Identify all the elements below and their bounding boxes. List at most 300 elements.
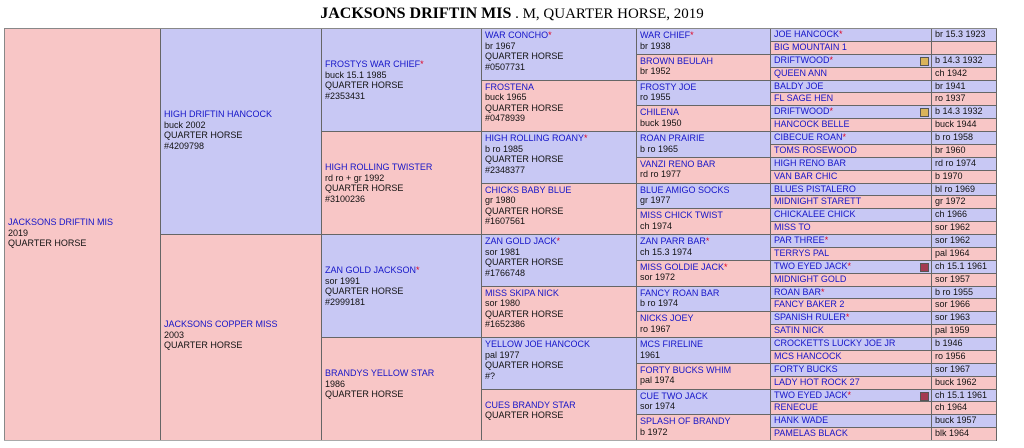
gen5-info: pal 1959	[935, 325, 970, 336]
gen4-name-link-wrap	[640, 30, 767, 41]
gen3-reg: #?	[485, 370, 496, 381]
gen3-reg: #1766748	[485, 267, 526, 278]
gen4-info: ro 1967	[640, 323, 671, 334]
star-marker: *	[847, 389, 852, 400]
gen1-info: 2003	[164, 329, 185, 340]
inbreeding-marker-tan	[920, 108, 929, 117]
gen5-info-cell	[932, 42, 997, 55]
gen4-cell	[637, 312, 771, 338]
gen5-name-link[interactable]: BIG MOUNTAIN 1	[774, 41, 847, 52]
gen5-info: b ro 1958	[935, 132, 974, 142]
star-marker: *	[690, 30, 694, 40]
title-horse-name: JACKSONS DRIFTIN MIS	[320, 5, 512, 22]
gen3-breed: QUARTER HORSE	[485, 257, 564, 267]
gen5-info: buck 1944	[935, 119, 977, 130]
gen5-info-cell	[932, 222, 997, 235]
gen5-name-link[interactable]: DRIFTWOOD	[774, 106, 830, 117]
gen5-info: ro 1956	[935, 350, 966, 361]
gen5-info: ch 1966	[935, 209, 968, 220]
gen4-name-link-wrap	[640, 56, 767, 67]
gen4-info: br 1952	[640, 66, 671, 77]
gen2-reg: #2353431	[325, 90, 366, 101]
gen2-info: buck 15.1 1985	[325, 69, 387, 80]
gen5-cell	[771, 42, 932, 55]
gen5-name-link[interactable]: HIGH RENO BAR	[774, 157, 847, 168]
gen4-cell	[637, 338, 771, 364]
inbreeding-marker-tan	[920, 57, 929, 66]
gen1-info: buck 2002	[164, 119, 206, 130]
gen1-name-link-wrap	[164, 109, 318, 120]
gen5-info-cell	[932, 68, 997, 81]
star-marker: *	[420, 59, 424, 69]
gen5-info: b ro 1955	[935, 286, 974, 297]
gen2-name-link-wrap	[325, 368, 478, 379]
gen5-name-link[interactable]: VAN BAR CHIC	[774, 170, 838, 181]
gen5-name-link[interactable]: BLUES PISTALERO	[774, 183, 856, 194]
gen4-name-link[interactable]: VANZI RENO BAR	[640, 158, 716, 169]
gen3-breed: QUARTER HORSE	[485, 102, 564, 113]
gen1-name-link[interactable]: HIGH DRIFTIN HANCOCK	[164, 109, 272, 119]
gen1-cell	[161, 235, 322, 441]
gen5-name-link[interactable]: DRIFTWOOD	[774, 54, 830, 65]
gen5-cell	[771, 55, 932, 68]
gen4-name-link[interactable]: BROWN BEULAH	[640, 55, 714, 66]
gen3-breed: QUARTER HORSE	[485, 51, 564, 61]
gen5-info-cell	[932, 261, 997, 274]
gen5-name-link-wrap	[774, 158, 928, 169]
gen3-name-link-wrap	[485, 339, 633, 350]
gen5-info: sor 1963	[935, 312, 971, 323]
gen3-name-link[interactable]: WAR CONCHO	[485, 30, 549, 40]
gen4-name-link-wrap	[640, 313, 767, 324]
gen4-name-link[interactable]: WAR CHIEF	[640, 30, 691, 40]
gen3-cell	[482, 338, 637, 390]
gen5-name-link-wrap	[774, 338, 928, 349]
gen2-name-link[interactable]: FROSTYS WAR CHIEF	[325, 59, 421, 69]
gen4-info: b 1972	[640, 426, 668, 437]
gen5-cell	[771, 81, 932, 94]
gen5-name-link[interactable]: SATIN NICK	[774, 325, 824, 336]
gen5-info-cell	[932, 196, 997, 209]
gen5-name-link-wrap	[774, 364, 928, 375]
gen5-name-link-wrap	[774, 119, 928, 130]
gen4-info: b ro 1965	[640, 143, 679, 154]
gen5-info: sor 1967	[935, 363, 971, 374]
gen2-name-link[interactable]: HIGH ROLLING TWISTER	[325, 162, 433, 172]
star-marker: *	[416, 265, 420, 275]
gen5-info-cell	[932, 415, 997, 428]
subject-cell	[5, 29, 161, 441]
gen5-name-link-wrap	[774, 93, 928, 104]
gen1-cell	[161, 29, 322, 235]
gen5-info: ro 1937	[935, 93, 966, 104]
gen5-name-link-wrap	[774, 145, 928, 156]
gen4-name-link[interactable]: MISS CHICK TWIST	[640, 210, 723, 221]
gen2-name-link[interactable]: ZAN GOLD JACKSON	[325, 265, 417, 275]
gen2-name-link-wrap	[325, 265, 478, 276]
gen5-info-cell	[932, 325, 997, 338]
gen5-name-link-wrap	[774, 312, 928, 323]
gen5-name-link[interactable]: BALDY JOE	[774, 80, 824, 91]
gen4-cell	[637, 184, 771, 210]
gen4-info: buck 1950	[640, 117, 682, 128]
gen5-name-link-wrap	[774, 184, 928, 195]
gen1-reg: #4209798	[164, 140, 205, 151]
gen4-cell	[637, 415, 771, 441]
gen3-info: gr 1980	[485, 195, 516, 205]
gen5-cell	[771, 171, 932, 184]
gen3-info: buck 1965	[485, 92, 527, 102]
gen5-cell	[771, 325, 932, 338]
gen4-name-link[interactable]: CUE TWO JACK	[640, 390, 708, 401]
gen3-breed: QUARTER HORSE	[485, 154, 564, 164]
gen4-name-link[interactable]: MISS GOLDIE JACK	[640, 261, 725, 272]
gen4-info: ro 1955	[640, 92, 671, 102]
gen5-cell	[771, 261, 932, 274]
gen5-name-link-wrap	[774, 42, 928, 53]
gen5-info: ch 15.1 1961	[935, 260, 988, 271]
gen4-cell	[637, 287, 771, 313]
gen4-info: 1961	[640, 349, 661, 360]
gen3-name-link-wrap	[485, 236, 633, 247]
gen4-name-link[interactable]: BLUE AMIGO SOCKS	[640, 184, 730, 195]
gen5-name-link[interactable]: MISS TO	[774, 222, 811, 233]
gen5-name-link-wrap	[774, 299, 928, 310]
star-marker: *	[845, 312, 850, 323]
gen3-name-link[interactable]: HIGH ROLLING ROANY	[485, 133, 585, 143]
gen2-cell	[322, 29, 482, 132]
gen5-info-cell	[932, 402, 997, 415]
gen3-name-link-wrap	[485, 82, 633, 93]
gen5-cell	[771, 68, 932, 81]
gen2-breed: QUARTER HORSE	[325, 389, 404, 399]
gen5-name-link-wrap	[774, 428, 928, 439]
gen5-name-link[interactable]: PAMELAS BLACK	[774, 428, 848, 439]
gen3-name-link[interactable]: YELLOW JOE HANCOCK	[485, 339, 591, 349]
gen5-cell	[771, 235, 932, 248]
gen5-info: br 1941	[935, 80, 966, 91]
gen5-name-link[interactable]: JOE HANCOCK	[774, 29, 840, 39]
gen5-name-link-wrap	[774, 81, 928, 92]
gen2-cell	[322, 132, 482, 235]
subject-year: 2019	[8, 227, 29, 238]
gen5-cell	[771, 287, 932, 300]
gen5-name-link[interactable]: QUEEN ANN	[774, 67, 828, 78]
gen3-name-link[interactable]: CHICKS BABY BLUE	[485, 184, 572, 195]
gen5-name-link[interactable]: TWO EYED JACK	[774, 389, 848, 400]
gen5-cell	[771, 390, 932, 403]
gen4-name-link-wrap	[640, 391, 767, 402]
gen2-breed: QUARTER HORSE	[325, 286, 404, 296]
gen5-name-link[interactable]: RENECUE	[774, 402, 819, 413]
gen4-cell	[637, 106, 771, 132]
gen5-name-link[interactable]: TOMS ROSEWOOD	[774, 144, 857, 155]
gen4-info: sor 1974	[640, 401, 676, 411]
gen5-info-cell	[932, 248, 997, 261]
gen5-info: br 15.3 1923	[935, 29, 986, 39]
gen5-name-link[interactable]: SPANISH RULER	[774, 312, 846, 323]
gen5-info-cell	[932, 55, 997, 68]
star-marker: *	[829, 106, 834, 117]
gen2-name-link-wrap	[325, 59, 478, 70]
gen2-info: 1986	[325, 378, 346, 389]
gen3-cell	[482, 287, 637, 339]
gen4-info: sor 1972	[640, 272, 676, 283]
gen5-name-link[interactable]: FL SAGE HEN	[774, 93, 834, 104]
gen5-name-link-wrap	[774, 261, 928, 272]
gen5-name-link[interactable]: CROCKETTS LUCKY JOE JR	[774, 338, 896, 348]
gen5-info: sor 1962	[935, 235, 971, 245]
gen2-cell	[322, 338, 482, 441]
gen3-breed: QUARTER HORSE	[485, 360, 564, 370]
gen3-name-link-wrap	[485, 400, 633, 411]
gen4-name-link-wrap	[640, 159, 767, 170]
gen5-cell	[771, 222, 932, 235]
gen5-name-link[interactable]: TWO EYED JACK	[774, 260, 848, 271]
gen4-info: br 1938	[640, 40, 671, 51]
gen5-info-cell	[932, 377, 997, 390]
gen5-cell	[771, 158, 932, 171]
gen5-name-link[interactable]: MIDNIGHT STARETT	[774, 196, 862, 207]
gen3-name-link-wrap	[485, 288, 633, 299]
gen4-cell	[637, 81, 771, 107]
gen5-name-link[interactable]: HANK WADE	[774, 415, 829, 426]
gen5-name-link-wrap	[774, 390, 928, 401]
gen5-name-link-wrap	[774, 235, 928, 246]
gen5-name-link-wrap	[774, 415, 928, 426]
gen4-cell	[637, 132, 771, 158]
gen4-name-link[interactable]: FANCY ROAN BAR	[640, 287, 720, 298]
gen3-cell	[482, 132, 637, 184]
gen3-cell	[482, 390, 637, 442]
gen3-reg: #1652386	[485, 319, 526, 329]
gen4-name-link[interactable]: ZAN PARR BAR	[640, 236, 706, 246]
gen3-info: sor 1980	[485, 298, 521, 308]
gen5-name-link-wrap	[774, 402, 928, 413]
subject-name-link[interactable]: JACKSONS DRIFTIN MIS	[8, 217, 114, 227]
gen1-name-link-wrap	[164, 319, 318, 330]
gen5-cell	[771, 402, 932, 415]
gen5-info-cell	[932, 29, 997, 42]
gen1-breed: QUARTER HORSE	[164, 340, 243, 350]
gen5-info: buck 1957	[935, 415, 977, 426]
gen3-reg: #0507731	[485, 61, 526, 72]
gen5-info-cell	[932, 351, 997, 364]
gen5-name-link-wrap	[774, 29, 928, 40]
gen4-cell	[637, 235, 771, 261]
gen5-cell	[771, 377, 932, 390]
gen5-info: ch 15.1 1961	[935, 389, 988, 400]
gen4-info: rd ro 1977	[640, 169, 682, 180]
gen5-cell	[771, 248, 932, 261]
gen3-reg: #2348377	[485, 164, 526, 175]
gen5-cell	[771, 209, 932, 222]
gen5-name-link-wrap	[774, 325, 928, 336]
gen5-name-link[interactable]: FORTY BUCKS	[774, 363, 838, 374]
gen2-info: sor 1991	[325, 275, 361, 286]
gen5-name-link-wrap	[774, 209, 928, 220]
gen5-info: sor 1957	[935, 273, 971, 284]
gen3-cell	[482, 184, 637, 236]
gen5-name-link[interactable]: LADY HOT ROCK 27	[774, 376, 860, 387]
gen5-name-link[interactable]: FANCY BAKER 2	[774, 299, 845, 310]
bottom-divider	[4, 440, 996, 441]
gen3-reg: #1607561	[485, 216, 526, 226]
gen2-cell	[322, 235, 482, 338]
gen4-name-link-wrap	[640, 365, 767, 376]
gen3-breed: QUARTER HORSE	[485, 205, 564, 216]
gen2-breed: QUARTER HORSE	[325, 80, 404, 90]
gen4-name-link[interactable]: SPLASH OF BRANDY	[640, 416, 731, 427]
star-marker: *	[829, 54, 834, 65]
gen3-name-link[interactable]: FROSTENA	[485, 81, 535, 92]
gen5-info: gr 1972	[935, 196, 966, 207]
gen5-info-cell	[932, 364, 997, 377]
gen5-cell	[771, 93, 932, 106]
gen5-info: ch 1942	[935, 67, 968, 78]
gen5-cell	[771, 145, 932, 158]
gen5-name-link-wrap	[774, 106, 928, 117]
gen5-name-link[interactable]: MCS HANCOCK	[774, 350, 842, 361]
gen4-name-link-wrap	[640, 236, 767, 247]
gen4-name-link[interactable]: MCS FIRELINE	[640, 339, 704, 349]
gen5-info-cell	[932, 299, 997, 312]
gen1-name-link[interactable]: JACKSONS COPPER MISS	[164, 319, 278, 329]
gen5-cell	[771, 106, 932, 119]
gen5-name-link-wrap	[774, 132, 928, 143]
gen3-info: b ro 1985	[485, 143, 524, 154]
gen4-name-link-wrap	[640, 210, 767, 221]
gen5-cell	[771, 184, 932, 197]
gen3-name-link-wrap	[485, 185, 633, 196]
gen2-name-link[interactable]: BRANDYS YELLOW STAR	[325, 368, 435, 378]
gen4-cell	[637, 158, 771, 184]
gen5-info: ch 1964	[935, 402, 968, 413]
gen2-info: rd ro + gr 1992	[325, 172, 385, 183]
gen2-name-link-wrap	[325, 162, 478, 173]
gen4-name-link-wrap	[640, 262, 767, 273]
gen5-info-cell	[932, 171, 997, 184]
star-marker: *	[839, 29, 843, 39]
star-marker: *	[824, 235, 829, 245]
gen5-info-cell	[932, 119, 997, 132]
gen5-name-link[interactable]: TERRYS PAL	[774, 247, 830, 258]
gen5-name-link[interactable]: CIBECUE ROAN	[774, 132, 843, 142]
gen3-name-link[interactable]: MISS SKIPA NICK	[485, 287, 559, 298]
gen4-name-link-wrap	[640, 185, 767, 196]
gen3-name-link[interactable]: CUES BRANDY STAR	[485, 399, 576, 410]
gen5-name-link-wrap	[774, 68, 928, 79]
gen4-cell	[637, 209, 771, 235]
gen3-cell	[482, 235, 637, 287]
gen5-cell	[771, 415, 932, 428]
gen3-breed: QUARTER HORSE	[485, 410, 564, 420]
gen3-info: pal 1977	[485, 349, 520, 360]
gen5-info: blk 1964	[935, 428, 970, 439]
gen5-info-cell	[932, 184, 997, 197]
gen5-name-link[interactable]: MIDNIGHT GOLD	[774, 273, 847, 284]
gen4-name-link[interactable]: FORTY BUCKS WHIM	[640, 364, 732, 375]
gen3-name-link-wrap	[485, 133, 633, 144]
gen5-info: b 14.3 1932	[935, 54, 983, 65]
gen5-info-cell	[932, 93, 997, 106]
subject-name-link-wrap	[8, 217, 157, 228]
gen4-cell	[637, 390, 771, 416]
gen4-info: ch 1974	[640, 220, 673, 231]
page-title	[0, 5, 1024, 23]
gen5-cell	[771, 132, 932, 145]
gen4-name-link-wrap	[640, 339, 767, 350]
gen5-info: buck 1962	[935, 376, 977, 387]
gen4-name-link-wrap	[640, 416, 767, 427]
gen5-info-cell	[932, 287, 997, 300]
gen5-cell	[771, 338, 932, 351]
gen4-cell	[637, 364, 771, 390]
gen2-reg: #3100236	[325, 193, 366, 204]
gen5-info-cell	[932, 158, 997, 171]
gen5-name-link-wrap	[774, 55, 928, 66]
gen4-name-link[interactable]: ROAN PRAIRIE	[640, 133, 705, 143]
gen4-name-link[interactable]: NICKS JOEY	[640, 313, 694, 324]
title-suffix: . M, QUARTER HORSE, 2019	[511, 6, 704, 22]
star-marker: *	[842, 132, 847, 142]
gen4-name-link-wrap	[640, 288, 767, 299]
gen5-cell	[771, 312, 932, 325]
gen4-name-link-wrap	[640, 107, 767, 118]
gen5-cell	[771, 274, 932, 287]
gen1-breed: QUARTER HORSE	[164, 130, 243, 140]
gen5-info: sor 1966	[935, 299, 971, 310]
gen5-info-cell	[932, 338, 997, 351]
gen4-info: pal 1974	[640, 375, 675, 386]
gen5-info-cell	[932, 274, 997, 287]
gen3-cell	[482, 29, 637, 81]
gen5-name-link[interactable]: ROAN BAR	[774, 286, 822, 297]
gen4-name-link[interactable]: CHILENA	[640, 107, 680, 118]
gen4-name-link-wrap	[640, 133, 767, 144]
subject-breed: QUARTER HORSE	[8, 238, 87, 248]
inbreeding-marker-maroon	[920, 263, 929, 272]
gen5-info-cell	[932, 235, 997, 248]
gen5-name-link[interactable]: CHICKALEE CHICK	[774, 209, 856, 220]
gen5-cell	[771, 299, 932, 312]
gen4-name-link-wrap	[640, 82, 767, 93]
gen3-reg: #0478939	[485, 113, 526, 123]
gen4-cell	[637, 261, 771, 287]
gen3-breed: QUARTER HORSE	[485, 308, 564, 319]
gen5-info-cell	[932, 106, 997, 119]
gen5-info: bl ro 1969	[935, 183, 976, 194]
gen4-info: ch 15.3 1974	[640, 246, 693, 257]
gen5-name-link-wrap	[774, 287, 928, 298]
gen5-info: b 14.3 1932	[935, 106, 983, 117]
gen5-info-cell	[932, 312, 997, 325]
star-marker: *	[556, 236, 561, 246]
gen4-info: b ro 1974	[640, 298, 679, 308]
gen2-reg: #2999181	[325, 296, 366, 307]
star-marker: *	[705, 236, 710, 246]
gen5-info: br 1960	[935, 144, 966, 155]
gen5-info-cell	[932, 209, 997, 222]
gen4-name-link[interactable]: FROSTY JOE	[640, 81, 697, 92]
gen5-info-cell	[932, 390, 997, 403]
star-marker: *	[847, 260, 852, 271]
gen3-name-link[interactable]: ZAN GOLD JACK	[485, 236, 557, 246]
gen5-name-link[interactable]: HANCOCK BELLE	[774, 119, 850, 130]
gen3-name-link-wrap	[485, 30, 633, 41]
gen5-info-cell	[932, 145, 997, 158]
gen5-name-link[interactable]: PAR THREE	[774, 235, 825, 245]
